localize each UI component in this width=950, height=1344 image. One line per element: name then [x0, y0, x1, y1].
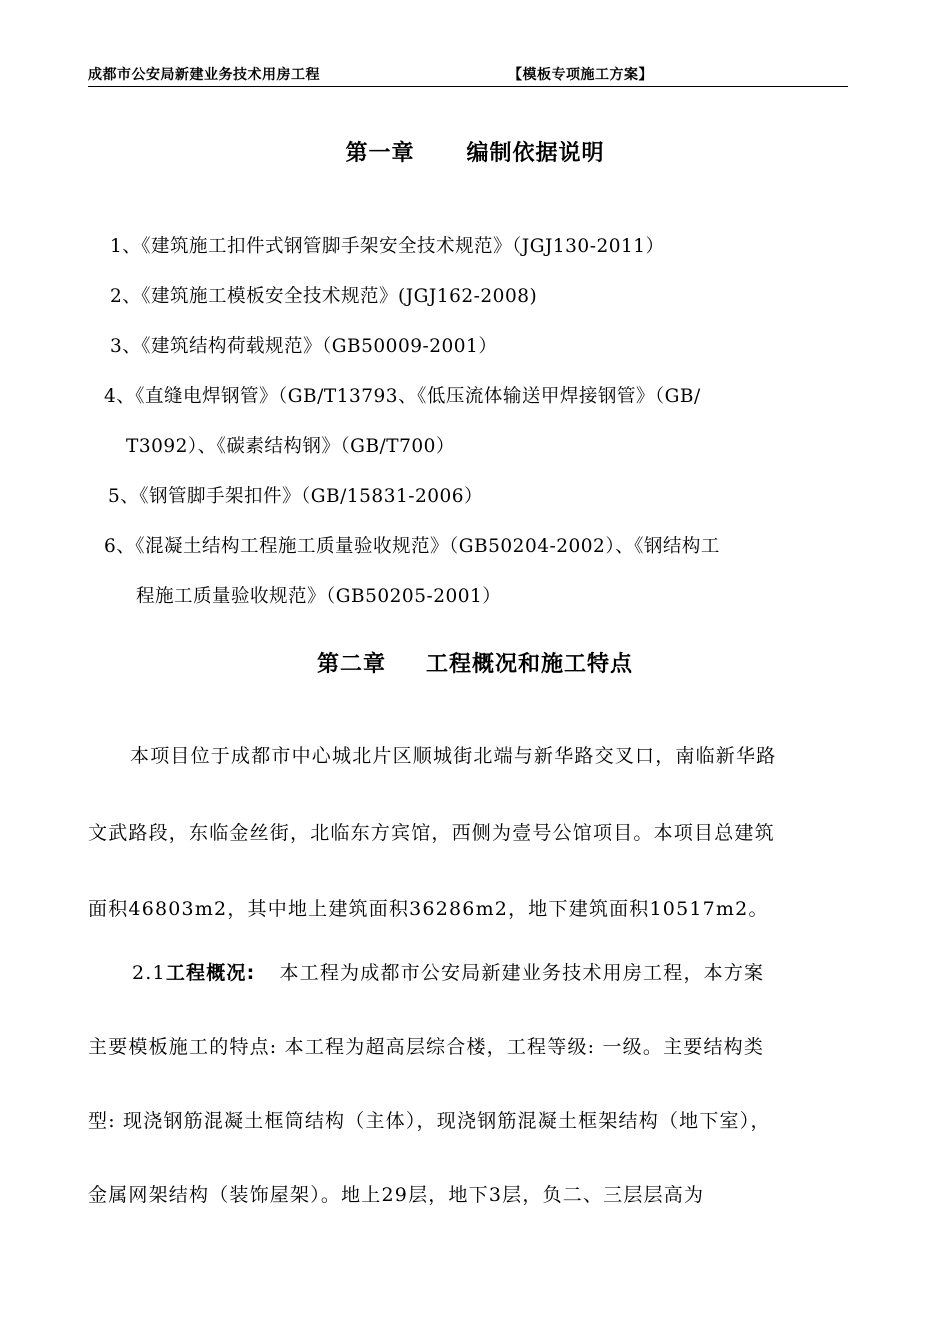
reference-3: 3、《建筑结构荷载规范》（GB50009-2001） [110, 336, 498, 357]
section-2-1-first-line [132, 958, 764, 985]
section-2-1-line-2: 主要模板施工的特点: 本工程为超高层综合楼，工程等级: 一级。主要结构类 [88, 1036, 765, 1058]
reference-6: 6、《混凝土结构工程施工质量验收规范》（GB50204-2002）、《钢结构工 [104, 536, 720, 557]
page-header [88, 62, 846, 86]
reference-5: 5、《钢管脚手架扣件》（GB/15831-2006） [108, 486, 484, 507]
intro-line-1: 本项目位于成都市中心城北片区顺城街北端与新华路交叉口，南临新华路 [130, 745, 777, 767]
chapter-2-heading [0, 647, 950, 678]
reference-6-continued: 程施工质量验收规范》（GB50205-2001） [136, 586, 502, 607]
reference-1: 1、《建筑施工扣件式钢管脚手架安全技术规范》（JGJ130-2011） [110, 236, 665, 257]
section-2-1-line-3: 型: 现浇钢筋混凝土框筒结构（主体），现浇钢筋混凝土框架结构（地下室）， [88, 1110, 771, 1132]
reference-4: 4、《直缝电焊钢管》（GB/T13793、《低压流体输送甲焊接钢管》（GB/ [104, 386, 701, 407]
intro-line-2: 文武路段，东临金丝街，北临东方宾馆，西侧为壹号公馆项目。本项目总建筑 [88, 822, 775, 844]
section-2-1-line-4: 金属网架结构（装饰屋架）。地上29层，地下3层，负二、三层层高为 [88, 1184, 705, 1206]
section-2-1-label: 工程概况: [165, 962, 256, 984]
header-project-name: 成都市公安局新建业务技术用房工程 [88, 67, 320, 83]
section-2-1-number: 2.1 [132, 962, 166, 984]
reference-4-continued: T3092）、《碳素结构钢》（GB/T700） [126, 436, 455, 457]
section-2-1-text: 本工程为成都市公安局新建业务技术用房工程，本方案 [279, 962, 765, 984]
intro-line-3: 面积46803m2，其中地上建筑面积36286m2，地下建筑面积10517m2。 [88, 898, 769, 920]
chapter-2-number: 第二章 [316, 651, 386, 677]
chapter-1-heading [0, 136, 950, 167]
header-divider [88, 86, 848, 87]
chapter-2-title: 工程概况和施工特点 [426, 651, 634, 677]
header-document-title: 【模板专项施工方案】 [508, 67, 653, 83]
reference-2: 2、《建筑施工模板安全技术规范》(JGJ162-2008) [110, 286, 538, 307]
chapter-1-title: 编制依据说明 [466, 140, 605, 166]
chapter-1-number: 第一章 [345, 140, 415, 166]
